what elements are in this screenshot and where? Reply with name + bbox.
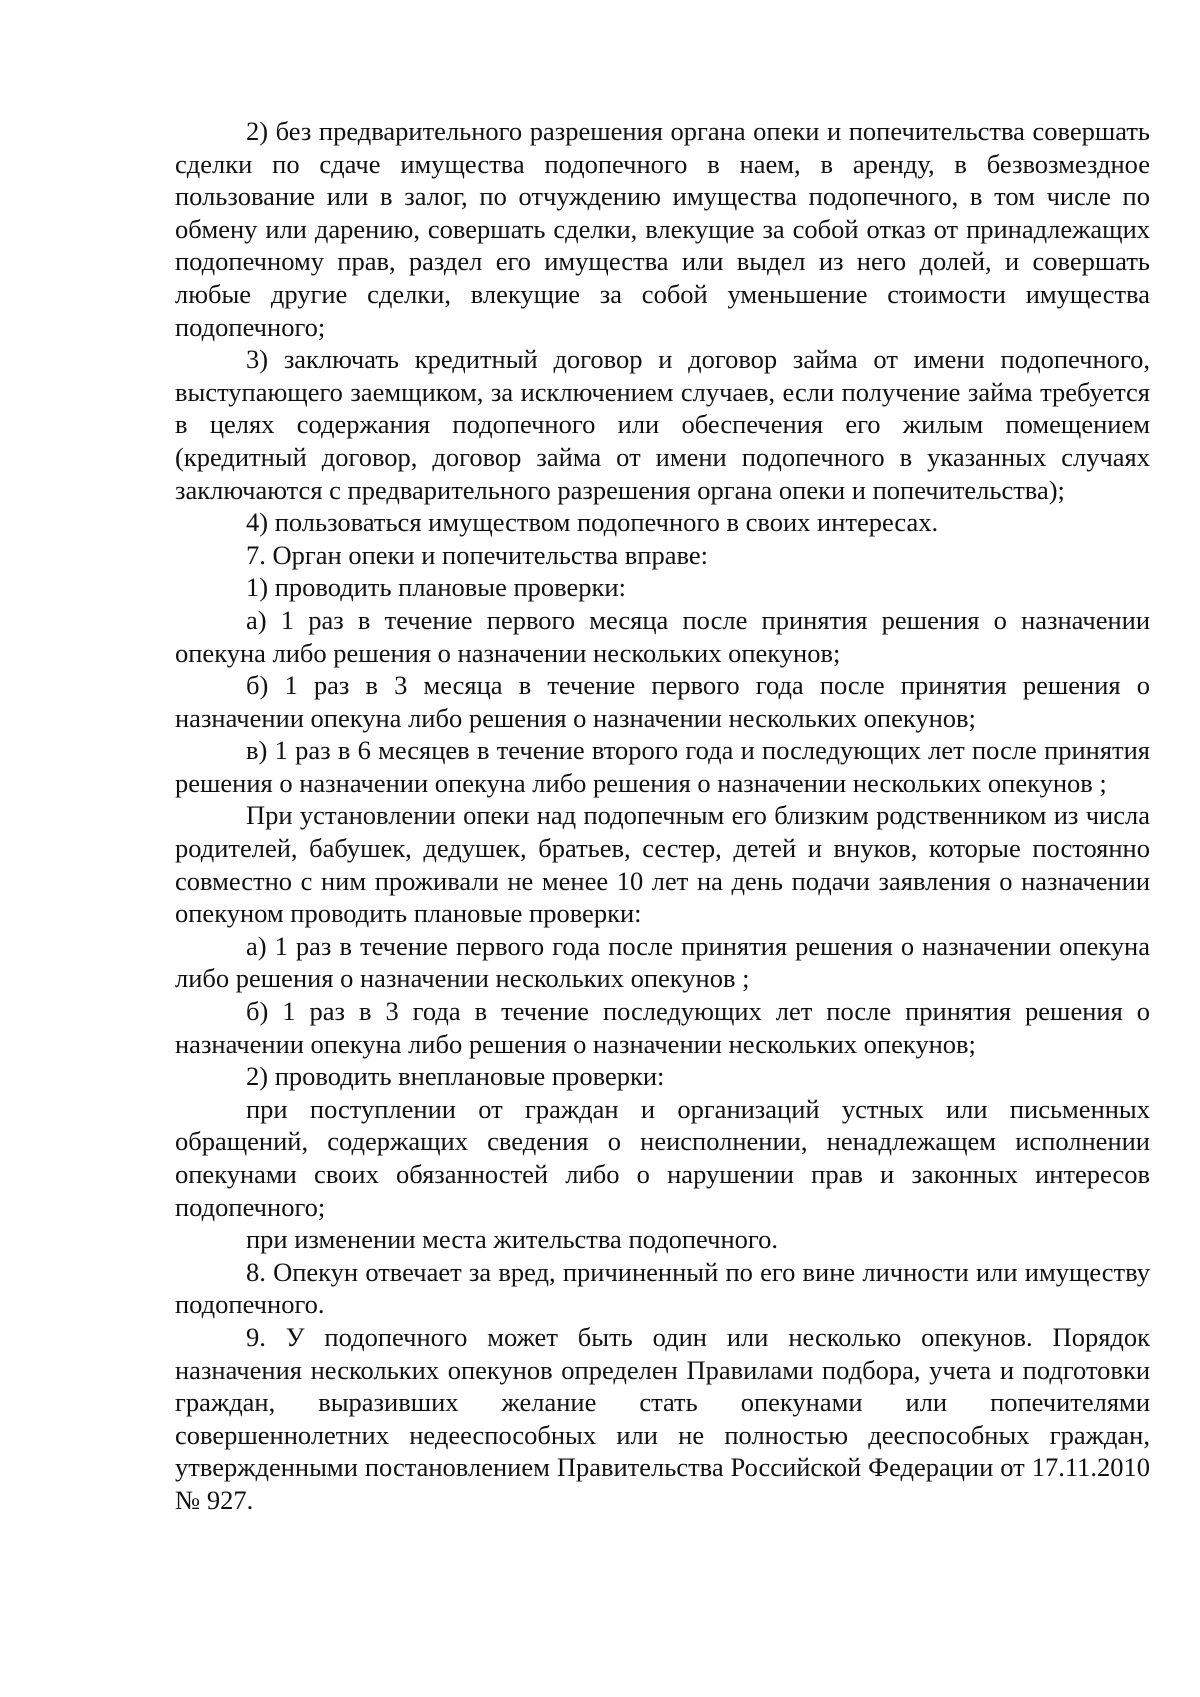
- paragraph-item-2: 2) без предварительного разрешения органа опеки и попечительства совершать сделки по сдаче имущества подопечного в наем, в аренду, в безвозмездное пользование или в залог, по отчуждению имущества подопечного, в том числе по обмену или дарению, совершать сделки, влекущие за собой отказ от принадлежащих подопечному прав, раздел его имущества или выдел из него долей, и совершать любые другие сделки, влекущие за собой уменьшение стоимости имущества подопечного;: [175, 116, 1150, 342]
- paragraph-item-4: 4) пользоваться имуществом подопечного в своих интересах.: [246, 507, 939, 538]
- paragraph-item-3: 3) заключать кредитный договор и договор займа от имени подопечного, выступающего заемщиком, за исключением случаев, если получение займа требуется в целях содержания подопечного или обеспечения его жилым помещением (кредитный договор, договор займа от имени подопечного в указанных случаях заключаются с предварительного разрешения органа опеки и попечительства);: [175, 344, 1150, 505]
- paragraph-unplanned-residence: при изменении места жительства подопечного.: [246, 1224, 778, 1255]
- document-body: [175, 115, 1150, 1517]
- paragraph-clause-7: 7. Орган опеки и попечительства вправе:: [246, 539, 708, 570]
- paragraph-clause-9: 9. У подопечного может быть один или несколько опекунов. Порядок назначения нескольких опекунов определен Правилами подбора, учета и подготовки граждан, выразивших желание стать опекунами или попечителями совершеннолетних недееспособных или не полностью дееспособных граждан, утвержденными постановлением Правительства Российской Федерации от 17.11.2010 № 927.: [175, 1321, 1150, 1515]
- paragraph-sub-a: а) 1 раз в течение первого месяца после принятия решения о назначении опекуна либо решения о назначении нескольких опекунов;: [175, 604, 1150, 668]
- paragraph-unplanned-appeals: при поступлении от граждан и организаций устных или письменных обращений, содержащих сведения о неисполнении, ненадлежащем исполнении опекунами своих обязанностей либо о нарушении прав и законных интересов подопечного;: [175, 1093, 1150, 1222]
- paragraph-sub-b: б) 1 раз в 3 месяца в течение первого года после принятия решения о назначении опекуна либо решения о назначении нескольких опекунов;: [175, 670, 1150, 733]
- paragraph-relatives-sub-a: а) 1 раз в течение первого года после принятия решения о назначении опекуна либо решения о назначении нескольких опекунов ;: [175, 930, 1150, 994]
- paragraph-relatives-sub-b: б) 1 раз в 3 года в течение последующих лет после принятия решения о назначении опекуна либо решения о назначении нескольких опекунов;: [175, 996, 1150, 1059]
- paragraph-unplanned-inspections: 2) проводить внеплановые проверки:: [246, 1061, 665, 1092]
- paragraph-sub-v: в) 1 раз в 6 месяцев в течение второго года и последующих лет после принятия решения о назначении опекуна либо решения о назначении нескольких опекунов ;: [175, 735, 1150, 798]
- paragraph-close-relatives: При установлении опеки над подопечным его близким родственником из числа родителей, бабушек, дедушек, братьев, сестер, детей и внуков, которые постоянно совместно с ним проживали не менее 10 лет на день подачи заявления о назначении опекуном проводить плановые проверки:: [175, 800, 1150, 929]
- paragraph-clause-8: 8. Опекун отвечает за вред, причиненный по его вине личности или имуществу подопечного.: [175, 1256, 1150, 1320]
- paragraph-planned-inspections: 1) проводить плановые проверки:: [246, 572, 626, 603]
